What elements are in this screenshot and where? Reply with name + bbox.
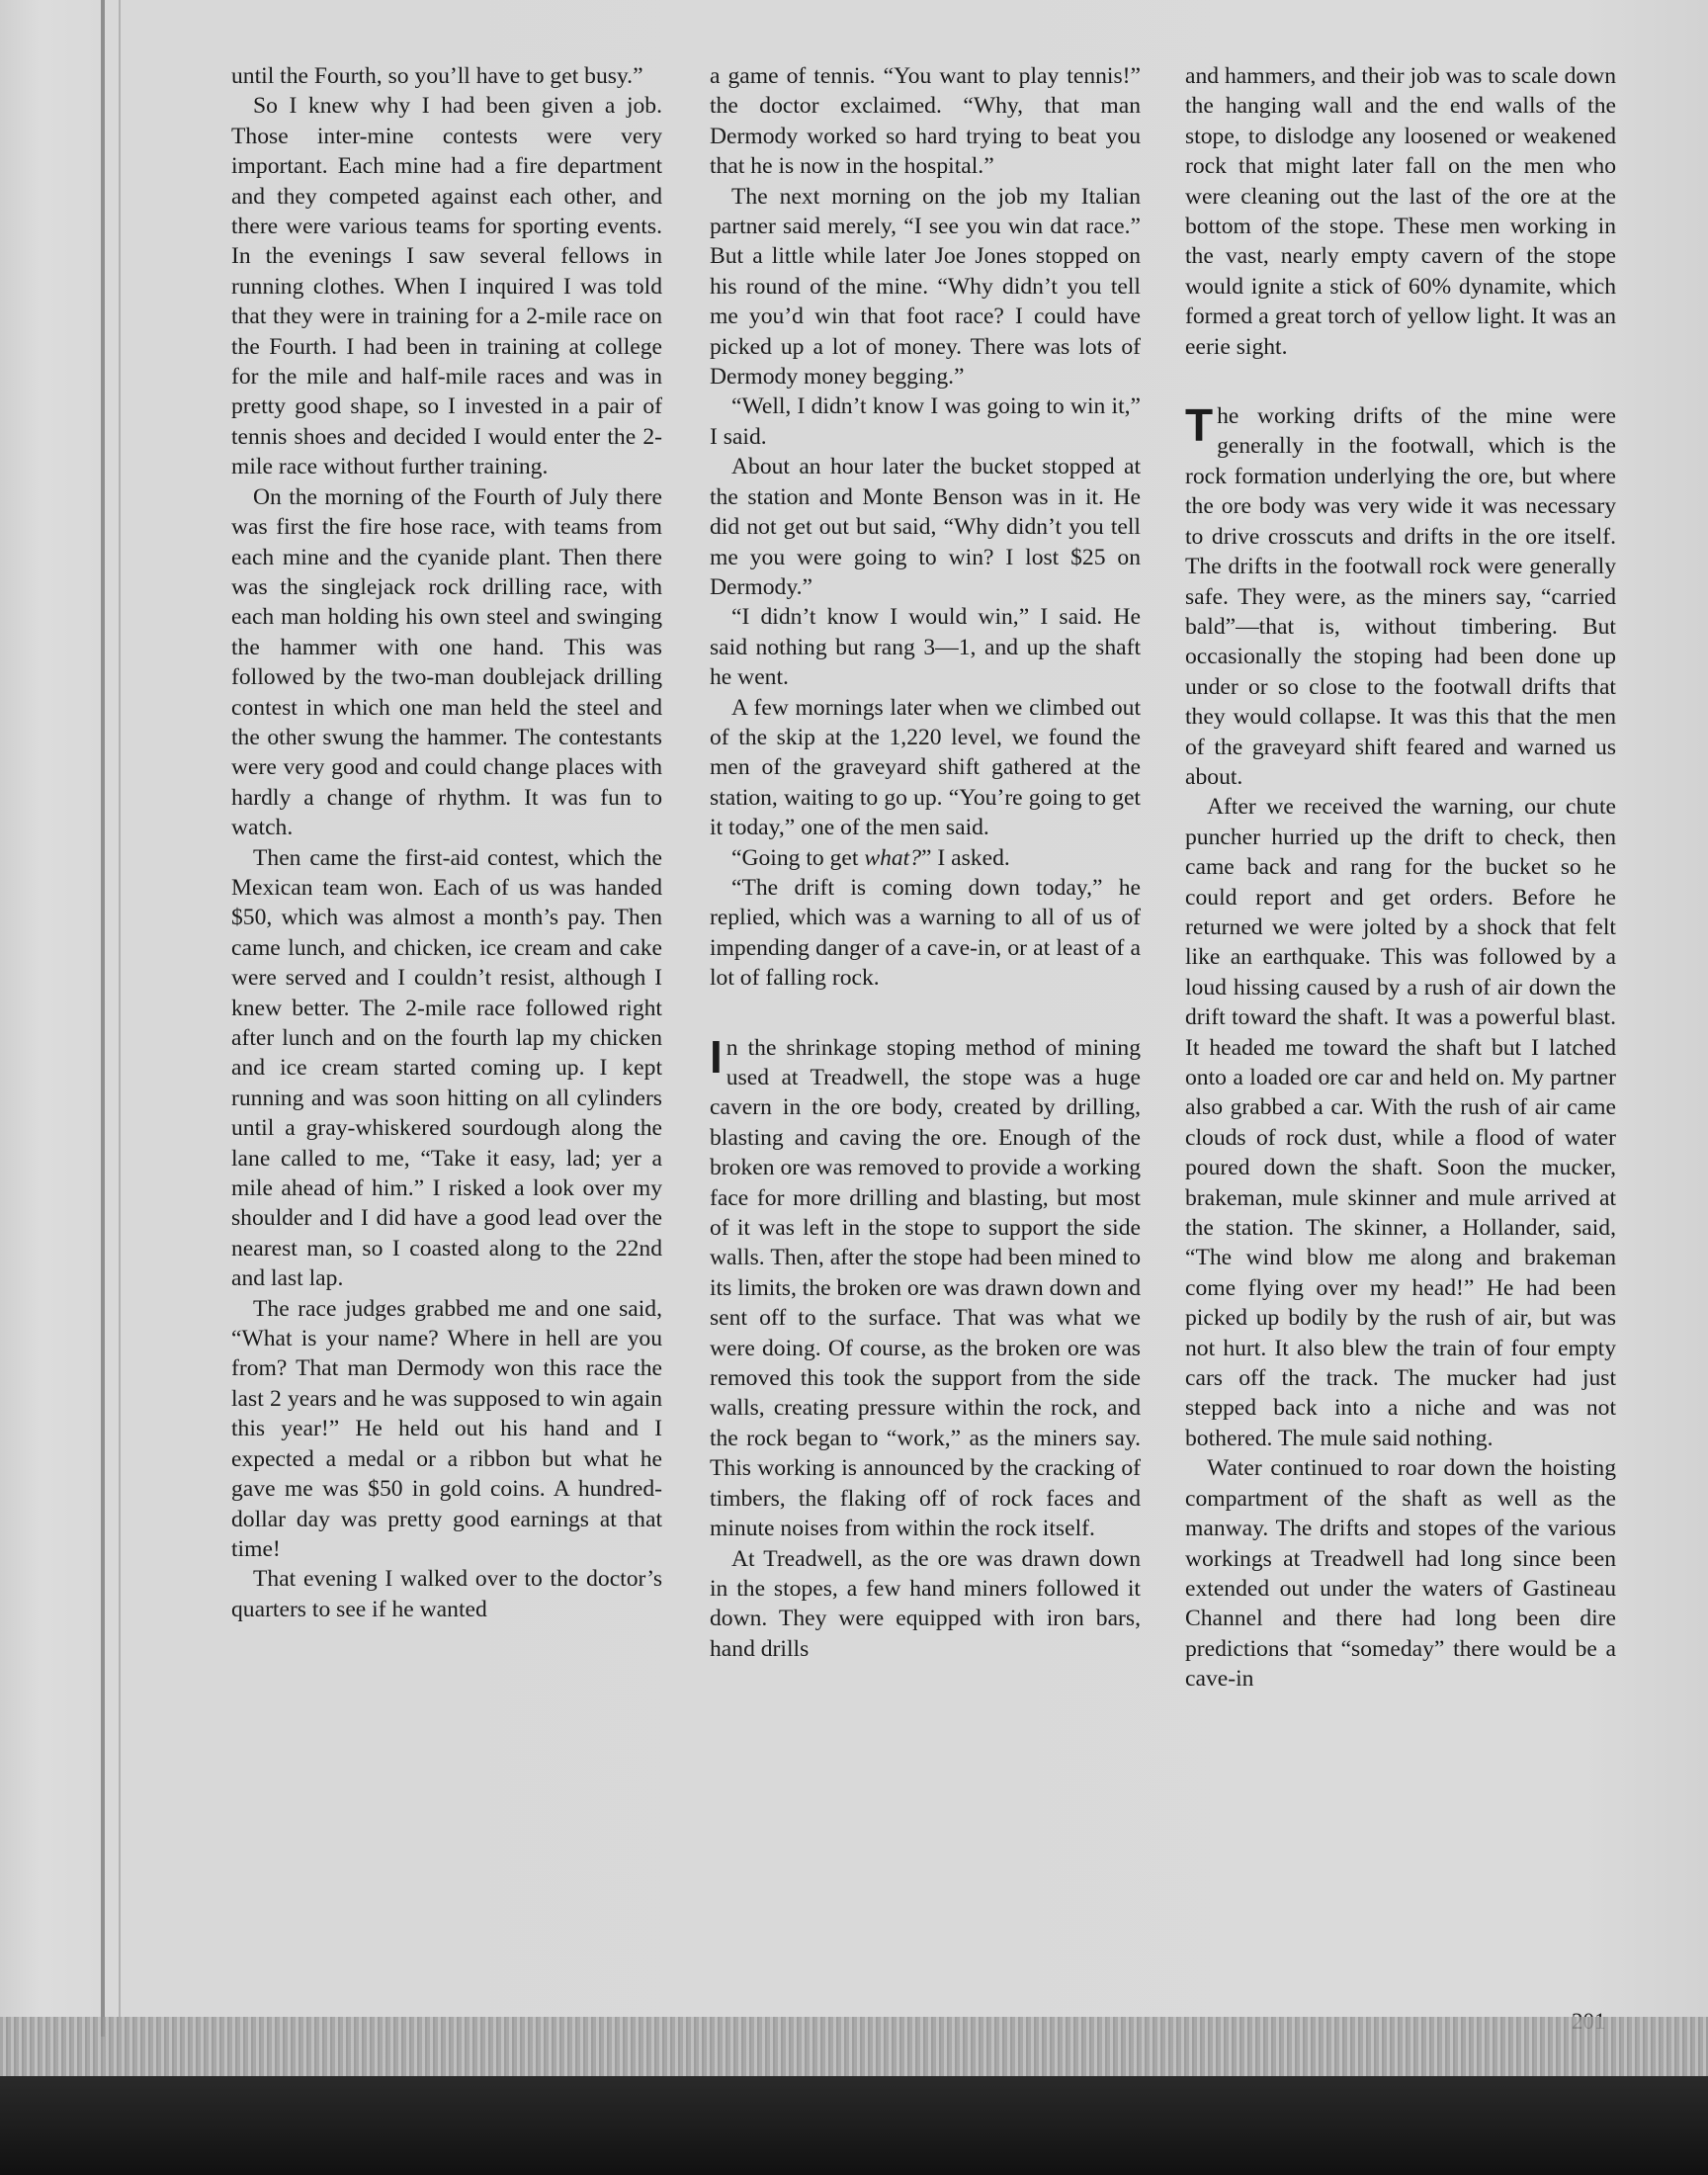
italic-text: what? — [864, 844, 922, 871]
paragraph: “The drift is coming down today,” he replied, which was a warning to all of us of impending danger of a cave-in, or at least of a lot of falling rock. — [710, 874, 1141, 992]
paragraph: At Treadwell, as the ore was drawn down in the stopes, a few hand miners followed it down. They were equipped with iron bars, hand drills — [710, 1545, 1141, 1662]
paragraph: a game of tennis. “You want to play tennis!” the doctor exclaimed. “Why, that man Dermody worked so hard trying to beat you that he is now in the hospital.” — [710, 63, 1141, 180]
paragraph: “Well, I didn’t know I was going to win it,” I said. — [710, 393, 1141, 450]
scanner-bottom-edge — [0, 2076, 1708, 2175]
paragraph: A few mornings later when we climbed out of the skip at the 1,220 level, we found the men of the graveyard shift gathered at the station, waiting to go up. “You’re going to get it today,” one of the men said. — [710, 694, 1141, 841]
text-run: he working drifts of the mine were generally in the footwall, which is the rock formation underlying the ore, but where the ore body was very wide it was necessary to drive crosscuts and drifts in the ore itself. The drifts in the footwall rock were generally safe. They were, as the miners say, “carried bald”—that is, without timbering. But occasionally the stoping had been done up under or so close to the footwall drifts that they would collapse. It was this that the men of the graveyard shift feared and warned us about. — [1185, 403, 1616, 790]
paragraph: So I knew why I had been given a job. Those inter-mine contests were very important. Each mine had a fire department and they competed against each other, and there were various teams for sporting events. In the evenings I saw several fellows in running clothes. When I inquired I was told that they were in training for a 2-mile race on the Fourth. I had been in training at college for the mile and half-mile races and was in pretty good shape, so I invested in a pair of tennis shoes and decided I would enter the 2-mile race without further training. — [231, 93, 662, 480]
binding-line — [101, 0, 105, 2037]
paragraph: After we received the warning, our chute puncher hurried up the drift to check, then came back and rang for the bucket so he could report and get orders. Before he returned we were jolted by a shock that felt like an earthquake. This was followed by a loud hissing caused by a rush of air down the drift toward the shaft. It was a powerful blast. It headed me toward the shaft but I latched onto a loaded ore car and held on. My partner also grabbed a car. With the rush of air came clouds of rock dust, while a flood of water poured down the shaft. Soon the mucker, brakeman, mule skinner and mule arrived at the station. The skinner, a Hollander, said, “The wind blow me along and brakeman come flying over my head!” He had been picked up bodily by the rush of air, but was not hurt. It also blew the train of four empty cars off the track. The mucker had just stepped back into a niche and was not bothered. The mule said nothing. — [1185, 794, 1616, 1451]
drop-cap: I — [710, 1030, 723, 1083]
paragraph — [710, 843, 1141, 873]
paragraph: Water continued to roar down the hoisting compartment of the shaft as well as the manway. The drifts and stopes of the various workings at Treadwell had long since been extended out under the waters of Gastineau Channel and there had long been dire predictions that “someday” there would be a cave-in — [1185, 1455, 1616, 1693]
paragraph: The race judges grabbed me and one said, “What is your name? Where in hell are you from? That man Dermody won this race the last 2 years and he was supposed to win again this year!” He held out his hand and I expected a medal or a ribbon but what he gave me was $50 in gold coins. A hundred-dollar day was pretty good earnings at that time! — [231, 1295, 662, 1562]
drop-cap: T — [1185, 399, 1214, 452]
column-2 — [710, 61, 1141, 1664]
paragraph: On the morning of the Fourth of July there was first the fire hose race, with teams from each mine and the cyanide plant. Then there was the singlejack rock drilling race, with each man holding his own steel and swinging the hammer with one hand. This was followed by the two-man doublejack drilling contest in which one man held the steel and the other swung the hammer. The contestants were very good and could change places with hardly a change of rhythm. It was fun to watch. — [231, 483, 662, 841]
paragraph: About an hour later the bucket stopped at the station and Monte Benson was in it. He did not get out but said, “Why didn’t you tell me you were going to win? I lost $25 on Dermody.” — [710, 454, 1141, 600]
paragraph: until the Fourth, so you’ll have to get busy.” — [231, 63, 643, 89]
paragraph: and hammers, and their job was to scale down the hanging wall and the end walls of the stope, to dislodge any loosened or weakened rock that might later fall on the men who were cleaning out the last of the ore at the bottom of the stope. These men working in the vast, nearly empty cavern of the stope would ignite a stick of 60% dynamite, which formed a great torch of yellow light. It was an eerie sight. — [1185, 63, 1616, 360]
paragraph: “I didn’t know I would win,” I said. He said nothing but rang 3—1, and up the shaft he went. — [710, 604, 1141, 691]
paragraph: That evening I walked over to the doctor’s quarters to see if he wanted — [231, 1566, 662, 1622]
text-run: n the shrinkage stoping method of mining used at Treadwell, the stope was a huge cavern in the ore body, created by drilling, blasting and caving the ore. Enough of the broken ore was removed to provide a working face for more drilling and blasting, but most of it was left in the stope to support the side walls. Then, after the stope had been mined to its limits, the broken ore was drawn down and sent off to the surface. That was what we were doing. Of course, as the broken ore was removed this took the support from the side walls, creating pressure within the rock, and the rock began to “work,” as the miners say. This working is announced by the cracking of timbers, the flaking off of rock faces and minute noises from within the rock itself. — [710, 1034, 1141, 1542]
text-run: “Going to get — [731, 844, 865, 871]
section-opening-paragraph — [1185, 401, 1616, 792]
section-opening-paragraph — [710, 1030, 1141, 1544]
column-3 — [1185, 61, 1616, 1695]
column-1 — [231, 61, 662, 1624]
scan-noise-band — [0, 2017, 1708, 2076]
paragraph: Then came the first-aid contest, which the Mexican team won. Each of us was handed $50, which was almost a month’s pay. Then came lunch, and chicken, ice cream and cake were served and I couldn’t resist, although I knew better. The 2-mile race followed right after lunch and on the fourth lap my chicken and ice cream started coming up. I kept running and was soon hitting on all cylinders until a gray-whiskered sourdough along the lane called to me, “Take it easy, lad; yer a mile ahead of him.” I risked a look over my shoulder and I did have a good lead over the nearest man, so I coasted along to the 22nd and last lap. — [231, 844, 662, 1292]
paragraph: The next morning on the job my Italian partner said merely, “I see you win dat race.” But a little while later Joe Jones stopped on his round of the mine. “Why didn’t you tell me you’d win that foot race? I could have picked up a lot of money. There was lots of Dermody money begging.” — [710, 183, 1141, 391]
binding-shadow — [119, 0, 121, 2017]
text-run: ” I asked. — [921, 844, 1010, 871]
